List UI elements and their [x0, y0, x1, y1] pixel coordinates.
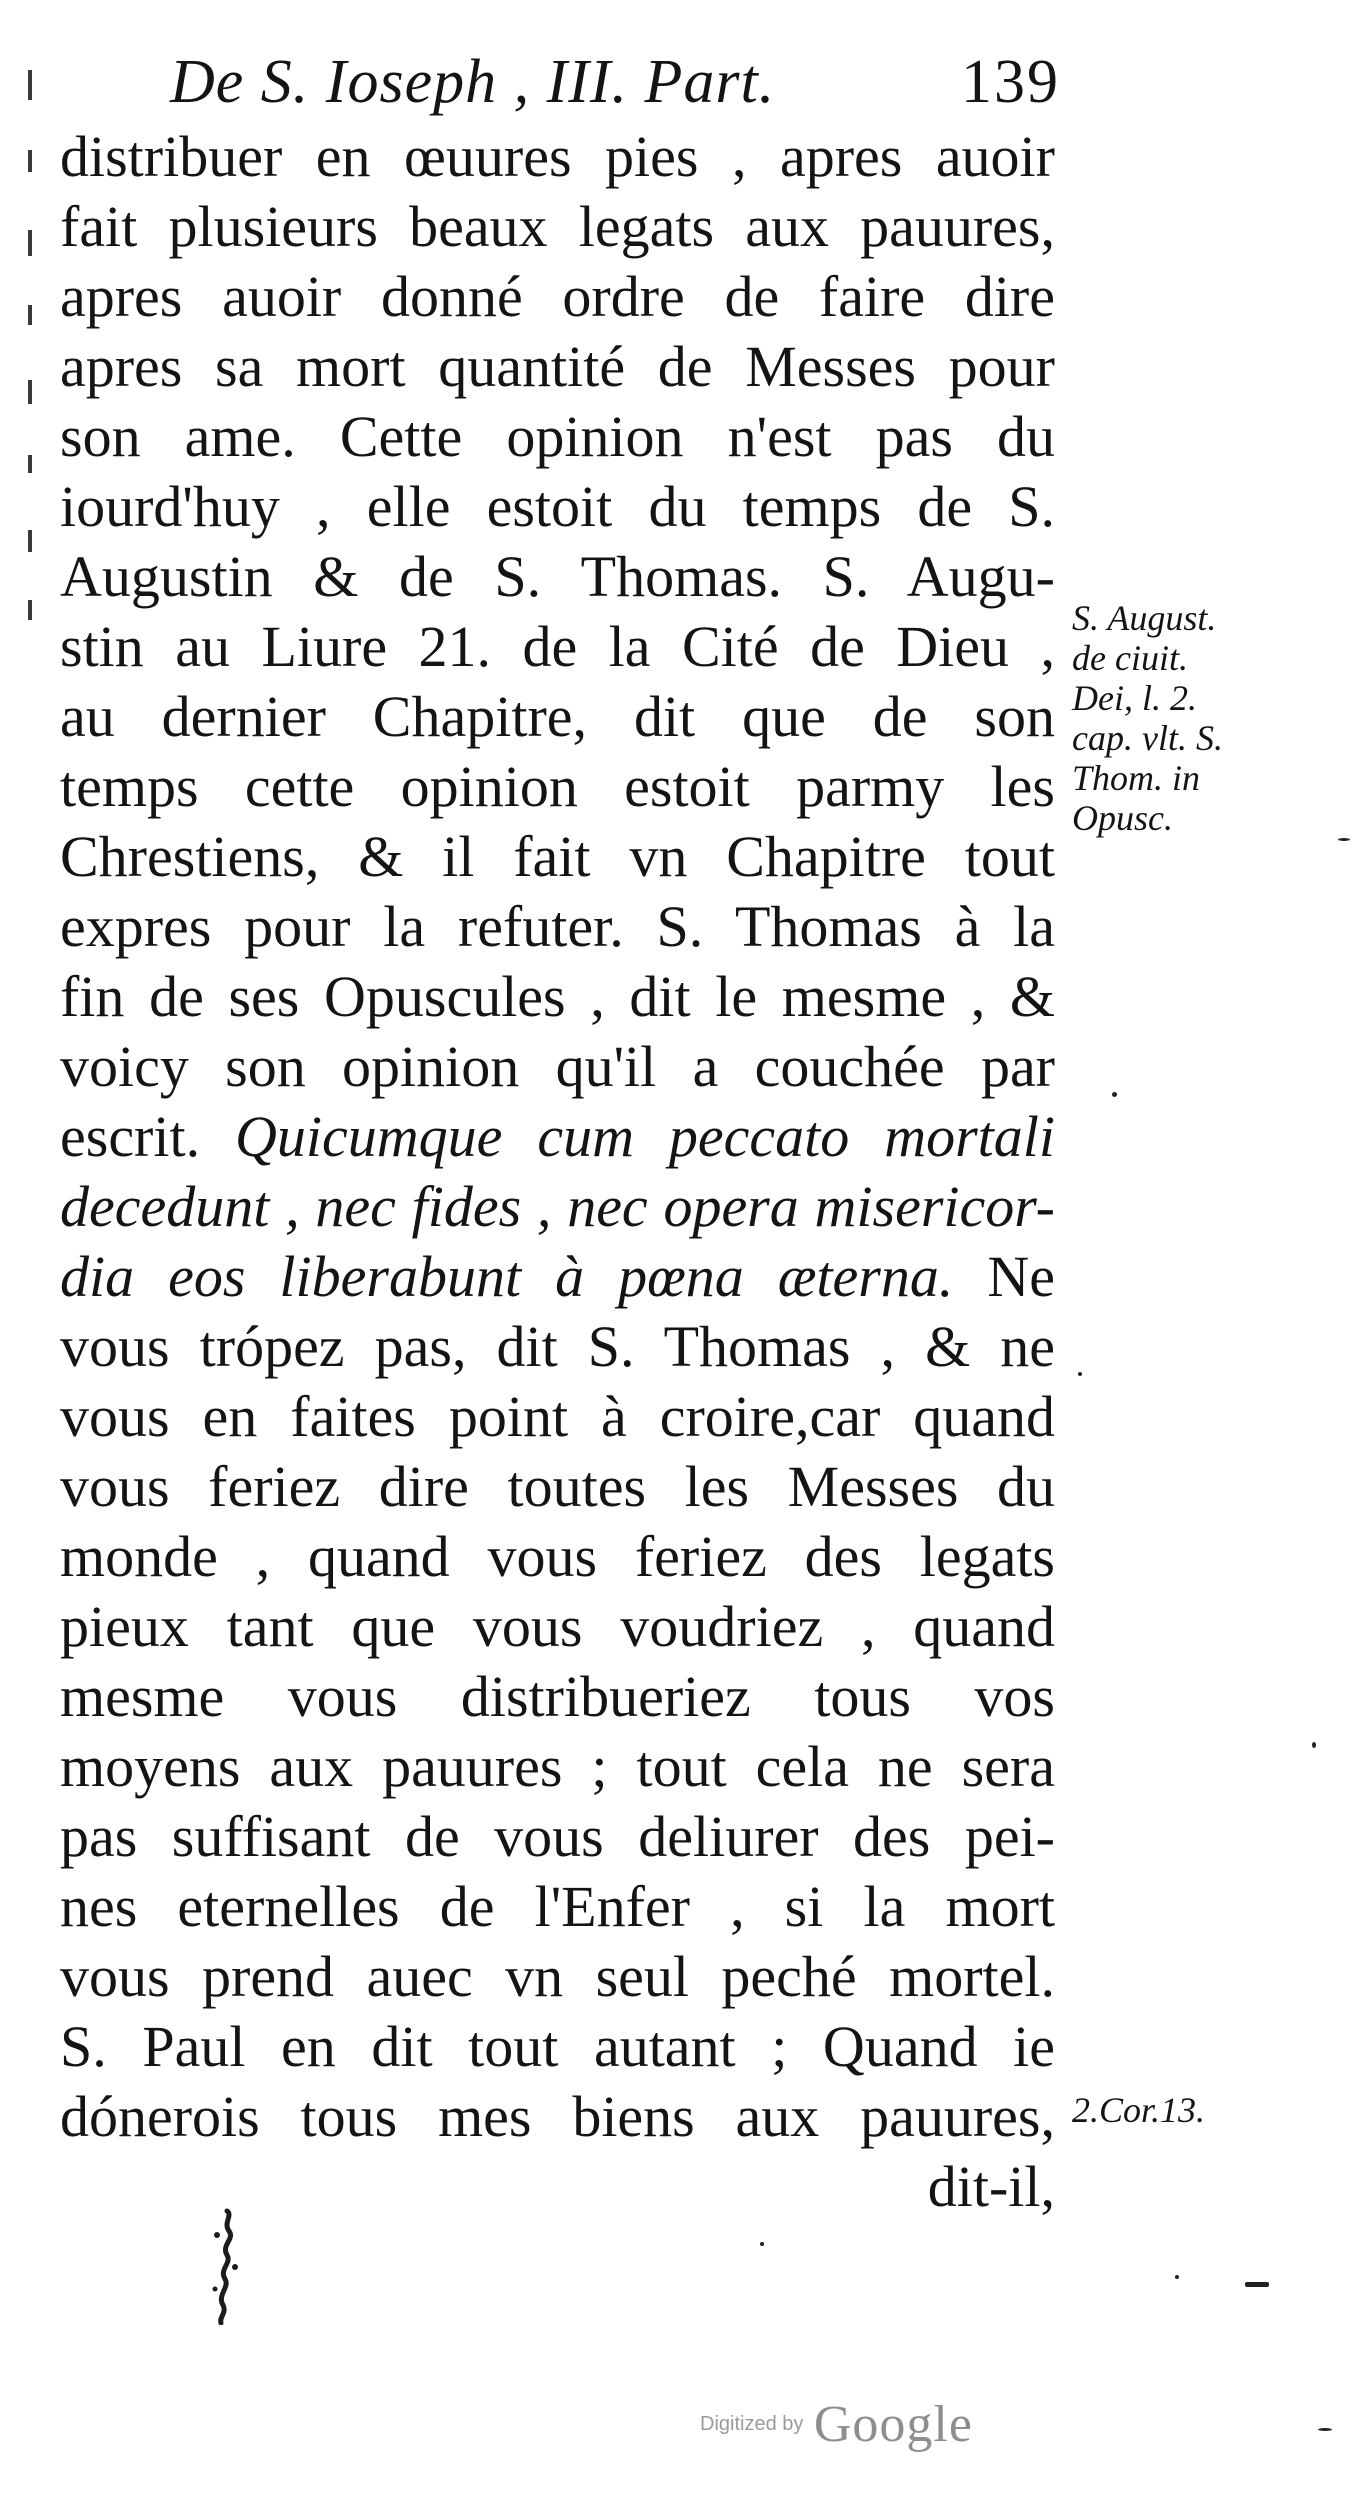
body-text: [60, 122, 1055, 2222]
text-line: iourd'huy , elle estoit du temps de S.: [60, 474, 1055, 539]
text-line: vous en faites point à croire,car quand: [60, 1384, 1055, 1449]
text-line: pas suffisant de vous deliurer des pei-: [60, 1804, 1055, 1869]
text-line: stin au Liure 21. de la Cité de Dieu ,: [60, 614, 1055, 679]
text-line: apres auoir donné ordre de faire dire: [60, 264, 1055, 329]
paper-speck: [760, 2242, 764, 2246]
text-segment: escrit.: [60, 1104, 201, 1169]
text-line: moyens aux pauures ; tout cela ne sera: [60, 1734, 1055, 1799]
text-line: vous trópez pas, dit S. Thomas , & ne: [60, 1314, 1055, 1379]
page-number: 139: [961, 48, 1060, 116]
margin-note-line: de ciuit.: [1072, 638, 1188, 678]
text-line: voicy son opinion qu'il a couchée par: [60, 1034, 1055, 1099]
running-header: [170, 42, 1060, 122]
paper-speck: [1338, 838, 1350, 841]
text-line: expres pour la refuter. S. Thomas à la: [60, 894, 1055, 959]
paper-speck: [1175, 2275, 1179, 2279]
text-line: temps cette opinion estoit parmy les: [60, 754, 1055, 819]
digitization-watermark: [700, 2395, 973, 2465]
ink-blot: [205, 2205, 245, 2325]
latin-quote-line: decedunt , nec fides , nec opera misericor-: [60, 1174, 1055, 1239]
margin-note-line: Opusc.: [1072, 798, 1173, 838]
text-line: S. Paul en dit tout autant ; Quand ie: [60, 2014, 1055, 2079]
text-line: monde , quand vous feriez des legats: [60, 1524, 1055, 1589]
text-line: dónerois tous mes biens aux pauures,: [60, 2084, 1055, 2149]
text-line: fait plusieurs beaux legats aux pauures,: [60, 194, 1055, 259]
text-line: son ame. Cette opinion n'est pas du: [60, 404, 1055, 469]
paper-speck: [1312, 1742, 1316, 1748]
margin-note-reference: [1072, 598, 1223, 838]
margin-note-line: Thom. in: [1072, 758, 1201, 798]
latin-quote-segment: Quicumque cum peccato mortali: [235, 1104, 1055, 1169]
text-segment: Ne: [987, 1244, 1056, 1309]
margin-note-line: cap. vlt. S.: [1072, 718, 1223, 758]
google-logo: Google: [813, 2396, 973, 2453]
text-line: mesme vous distribueriez tous vos: [60, 1664, 1055, 1729]
text-line: au dernier Chapitre, dit que de son: [60, 684, 1055, 749]
text-line: distribuer en œuures pies , apres auoir: [60, 124, 1055, 189]
text-line: apres sa mort quantité de Messes pour: [60, 334, 1055, 399]
text-line: fin de ses Opuscules , dit le mesme , &: [60, 964, 1055, 1029]
latin-quote-segment: dia eos liberabunt à pœna æterna.: [60, 1244, 954, 1309]
text-line: Chrestiens, & il fait vn Chapitre tout: [60, 824, 1055, 889]
margin-note-corinthians: 2.Cor.13.: [1072, 2090, 1206, 2130]
paper-speck: [1078, 1372, 1082, 1376]
text-line: vous prend auec vn seul peché mortel.: [60, 1944, 1055, 2009]
text-line: [60, 1102, 1055, 1172]
running-head: De S. Ioseph , III. Part.: [170, 48, 776, 116]
text-line: [60, 1242, 1055, 1312]
text-line: nes eternelles de l'Enfer , si la mort: [60, 1874, 1055, 1939]
margin-note-line: Dei, l. 2.: [1072, 678, 1197, 718]
text-line: pieux tant que vous voudriez , quand: [60, 1594, 1055, 1659]
paper-speck: [1245, 2282, 1269, 2287]
text-line: Augustin & de S. Thomas. S. Augu-: [60, 544, 1055, 609]
catchword: dit-il,: [927, 2154, 1055, 2219]
paper-speck: [1318, 2428, 1332, 2431]
paper-speck: [1112, 1092, 1117, 1097]
watermark-label: Digitized by: [700, 2413, 804, 2435]
text-line: vous feriez dire toutes les Messes du: [60, 1454, 1055, 1519]
margin-note-line: S. August.: [1072, 598, 1217, 638]
page-edge-marks: [28, 70, 38, 630]
